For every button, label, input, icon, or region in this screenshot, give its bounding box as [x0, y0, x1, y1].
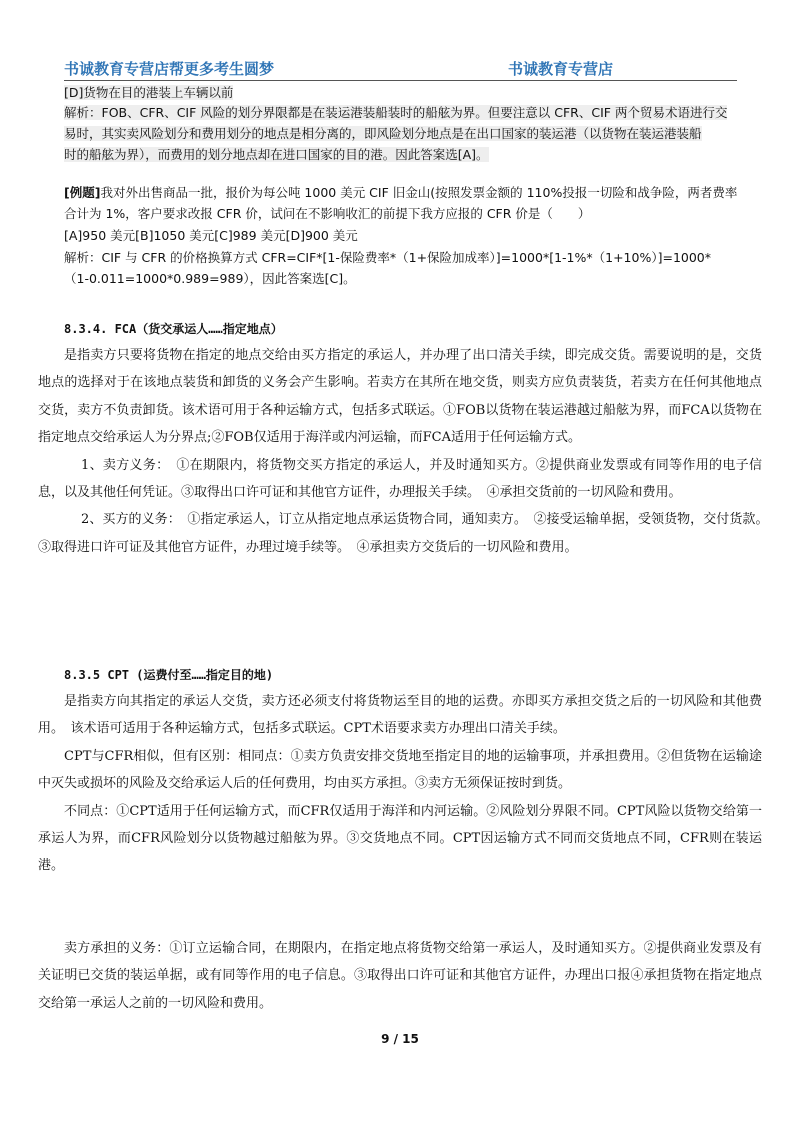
- analysis-line-2: [64, 125, 702, 143]
- option-d-line: [64, 84, 233, 102]
- analysis-text-2: 易时，其实卖风险划分和费用划分的地点是相分离的，即风险划分地点是在出口国家的装运港（以货物在装运港装船: [64, 126, 702, 141]
- section-heading-fca: 8.3.4. FCA（货交承运人……指定地点）: [64, 322, 283, 336]
- option-d-text: [D]货物在目的港装上车辆以前: [64, 85, 234, 100]
- cpt-body: [38, 688, 762, 880]
- fca-seller-obligations: 1、卖方义务： ①在期限内，将货物交买方指定的承运人，并及时通知买方。②提供商业发票或有同等作用的电子信息，以及其他任何凭证。③取得出口许可证和其他官方证件，办理报关手续。 ④承担交货前的一切风险和费用。: [38, 457, 762, 501]
- example-analysis-line-2: （1-0.011=1000*0.989=989），因此答案选[C]。: [64, 271, 356, 286]
- page-header: [64, 58, 737, 81]
- cpt-comparison-paragraph: CPT与CFR相似，但有区别：相同点：①卖方负责安排交货地至指定目的地的运输事项，并承担费用。②但货物在运输途中灭失或损坏的风险及交给承运人后的任何费用，均由买方承担。③卖方无须保证按时到货。: [38, 748, 762, 792]
- example-options: [A]950 美元[B]1050 美元[C]989 美元[D]900 美元: [64, 228, 358, 243]
- example-question-line-1: [64, 184, 737, 202]
- cpt-intro-paragraph: 是指卖方向其指定的承运人交货，卖方还必须支付将货物运至目的地的运费。亦即买方承担交货之后的一切风险和其他费用。 该术语可适用于各种运输方式，包括多式联运。CPT术语要求卖方办理出口清关手续。: [38, 694, 762, 737]
- fca-body: [38, 342, 776, 561]
- analysis-line-1: [64, 104, 727, 122]
- example-analysis-line-1: 解析：CIF 与 CFR 的价格换算方式 CFR=CIF*[1-保险费率*（1+保险加成率）]=1000*[1-1%*（1+10%）]=1000*: [64, 250, 712, 265]
- analysis-line-3: [64, 146, 489, 164]
- header-left-text: 书诚教育专营店帮更多考生圆梦: [64, 60, 275, 78]
- page-number: 9 / 15: [381, 1032, 419, 1046]
- analysis-text-1: 解析：FOB、CFR、CIF 风险的划分界限都是在装运港装船装时的船舷为界。但要注意以 CFR、CIF 两个贸易术语进行交: [64, 105, 728, 120]
- cpt-difference-paragraph: 不同点：①CPT适用于任何运输方式，而CFR仅适用于海洋和内河运输。②风险划分界限不同。CPT风险以货物交给第一承运人为界，而CFR风险划分以货物越过船舷为界。③交货地点不同。CPT因运输方式不同而交货地点不同，CFR则在装运港。: [38, 803, 762, 874]
- example-question-text-1: 我对外出售商品一批，报价为每公吨 1000 美元 CIF 旧金山(按照发票金额的 110%投报一切险和战争险，两者费率: [100, 185, 738, 200]
- header-right-text: 书诚教育专营店: [508, 60, 614, 78]
- cpt-seller-obligations: 卖方承担的义务：①订立运输合同，在期限内，在指定地点将货物交给第一承运人，及时通知买方。②提供商业发票及有关证明已交货的装运单据，或有同等作用的电子信息。③取得出口许可证和其他官方证件，办理出口报④承担货物在指定地点交给第一承运人之前的一切风险和费用。: [38, 941, 762, 1011]
- example-question-line-2: 合计为 1%，客户要求改报 CFR 价，试问在不影响收汇的前提下我方应报的 CFR 价是（ ）: [64, 206, 591, 221]
- example-tag: [例题]: [64, 185, 101, 200]
- analysis-text-3: 时的船舷为界），而费用的划分地点却在进口国家的目的港。因此答案选[A]。: [64, 147, 489, 162]
- section-heading-cpt: 8.3.5 CPT (运费付至……指定目的地): [64, 668, 274, 682]
- cpt-seller-body: [38, 935, 762, 1017]
- fca-buyer-obligations: 2、买方的义务： ①指定承运人，订立从指定地点承运货物合同，通知卖方。 ②接受运输单据，受领货物，交付货款。 ③取得进口许可证及其他官方证件，办理过境手续等。 ④承担卖方交货后的一切风险和费用。: [38, 512, 776, 555]
- fca-intro-paragraph: 是指卖方只要将货物在指定的地点交给由买方指定的承运人，并办理了出口清关手续，即完成交货。需要说明的是，交货地点的选择对于在该地点装货和卸货的义务会产生影响。若卖方在其所在地交货，则卖方应负责装货，若卖方在任何其他地点交货，卖方不负责卸货。该术语可用于各种运输方式，包括多式联运。①FOB以货物在装运港越过船舷为界，而FCA以货物在指定地点交给承运人为分界点;②FOB仅适用于海洋或内河运输，而FCA适用于任何运输方式。: [38, 348, 762, 446]
